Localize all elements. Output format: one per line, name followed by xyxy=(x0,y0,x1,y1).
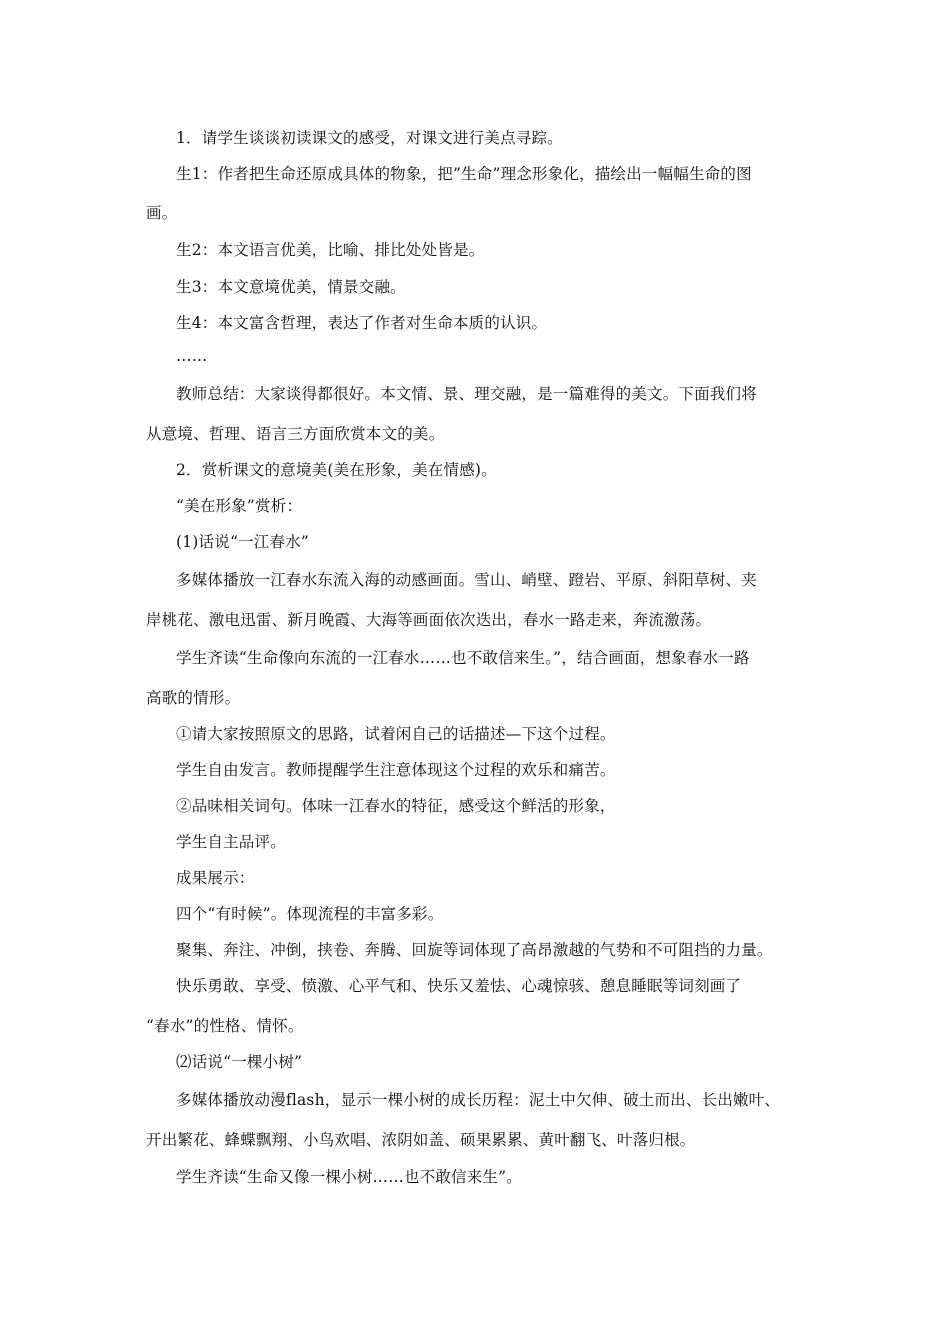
paragraph-line: 生1：作者把生命还原成具体的物象，把”生命”理念形象化，描绘出一幅幅生命的图 xyxy=(176,165,752,183)
paragraph-line: “美在形象”赏析： xyxy=(176,497,303,515)
section-heading: 2．赏析课文的意境美(美在形象，美在情感)。 xyxy=(176,461,497,479)
paragraph-line: 学生自由发言。教师提醒学生注意体现这个过程的欢乐和痛苦。 xyxy=(176,761,616,779)
paragraph-line: 成果展示： xyxy=(176,869,255,887)
subsection-heading: (1)话说“一江春水” xyxy=(176,533,310,551)
paragraph-line: ②品味相关词句。体味一江春水的特征，感受这个鲜活的形象， xyxy=(176,797,616,815)
paragraph-line: 多媒体播放一江春水东流入海的动感画面。雪山、峭壁、蹬岩、平原、斜阳草树、夹 xyxy=(176,571,757,589)
paragraph-line: 四个“有时候”。体现流程的丰富多彩。 xyxy=(176,905,444,923)
paragraph-line: 学生自主品评。 xyxy=(176,833,286,851)
ellipsis-line: …… xyxy=(176,347,208,365)
paragraph-line: 聚集、奔注、冲倒，挟卷、奔腾、回旋等词体现了高昂激越的气势和不可阻挡的力量。 xyxy=(176,941,773,959)
paragraph-line: 教师总结：大家谈得都很好。本文情、景、理交融，是一篇难得的美文。下面我们将 xyxy=(176,385,757,403)
paragraph-line: 多媒体播放动漫flash，显示一棵小树的成长历程：泥土中欠伸、破土而出、长出嫩叶、 xyxy=(176,1091,781,1109)
paragraph-line: 生4：本文富含哲理，表达了作者对生命本质的认识。 xyxy=(176,314,548,332)
paragraph-line: “春水”的性格、情怀。 xyxy=(146,1017,304,1035)
paragraph-line: 学生齐读“生命像向东流的一江春水……也不敢信来生。”，结合画面，想象春水一路 xyxy=(176,649,750,667)
paragraph-line: ①请大家按照原文的思路，试着闲自己的话描述—下这个过程。 xyxy=(176,725,616,743)
paragraph-line: 从意境、哲理、语言三方面欣赏本文的美。 xyxy=(146,425,445,443)
paragraph-line: 1．请学生谈谈初读课文的感受，对课文进行美点寻踪。 xyxy=(176,129,563,147)
paragraph-line: 快乐勇敢、享受、愤激、心平气和、快乐又羞怯、心魂惊骇、憩息睡眠等词刻画了 xyxy=(176,977,742,995)
paragraph-line: 画。 xyxy=(146,204,178,222)
paragraph-line: 生3：本文意境优美，情景交融。 xyxy=(176,278,406,296)
paragraph-line: 学生齐读“生命又像一棵小树……也不敢信来生”。 xyxy=(176,1168,522,1186)
paragraph-line: 生2：本文语言优美，比喻、排比处处皆是。 xyxy=(176,241,485,259)
paragraph-line: 高歌的情形。 xyxy=(146,689,241,707)
subsection-heading: ⑵话说“一棵小树” xyxy=(176,1053,303,1071)
paragraph-line: 开出繁花、蜂蝶飘翔、小鸟欢唱、浓阴如盖、硕果累累、黄叶翻飞、叶落归根。 xyxy=(146,1131,696,1149)
paragraph-line: 岸桃花、激电迅雷、新月晚霞、大海等画面依次迭出，春水一路走来，奔流激荡。 xyxy=(146,611,712,629)
